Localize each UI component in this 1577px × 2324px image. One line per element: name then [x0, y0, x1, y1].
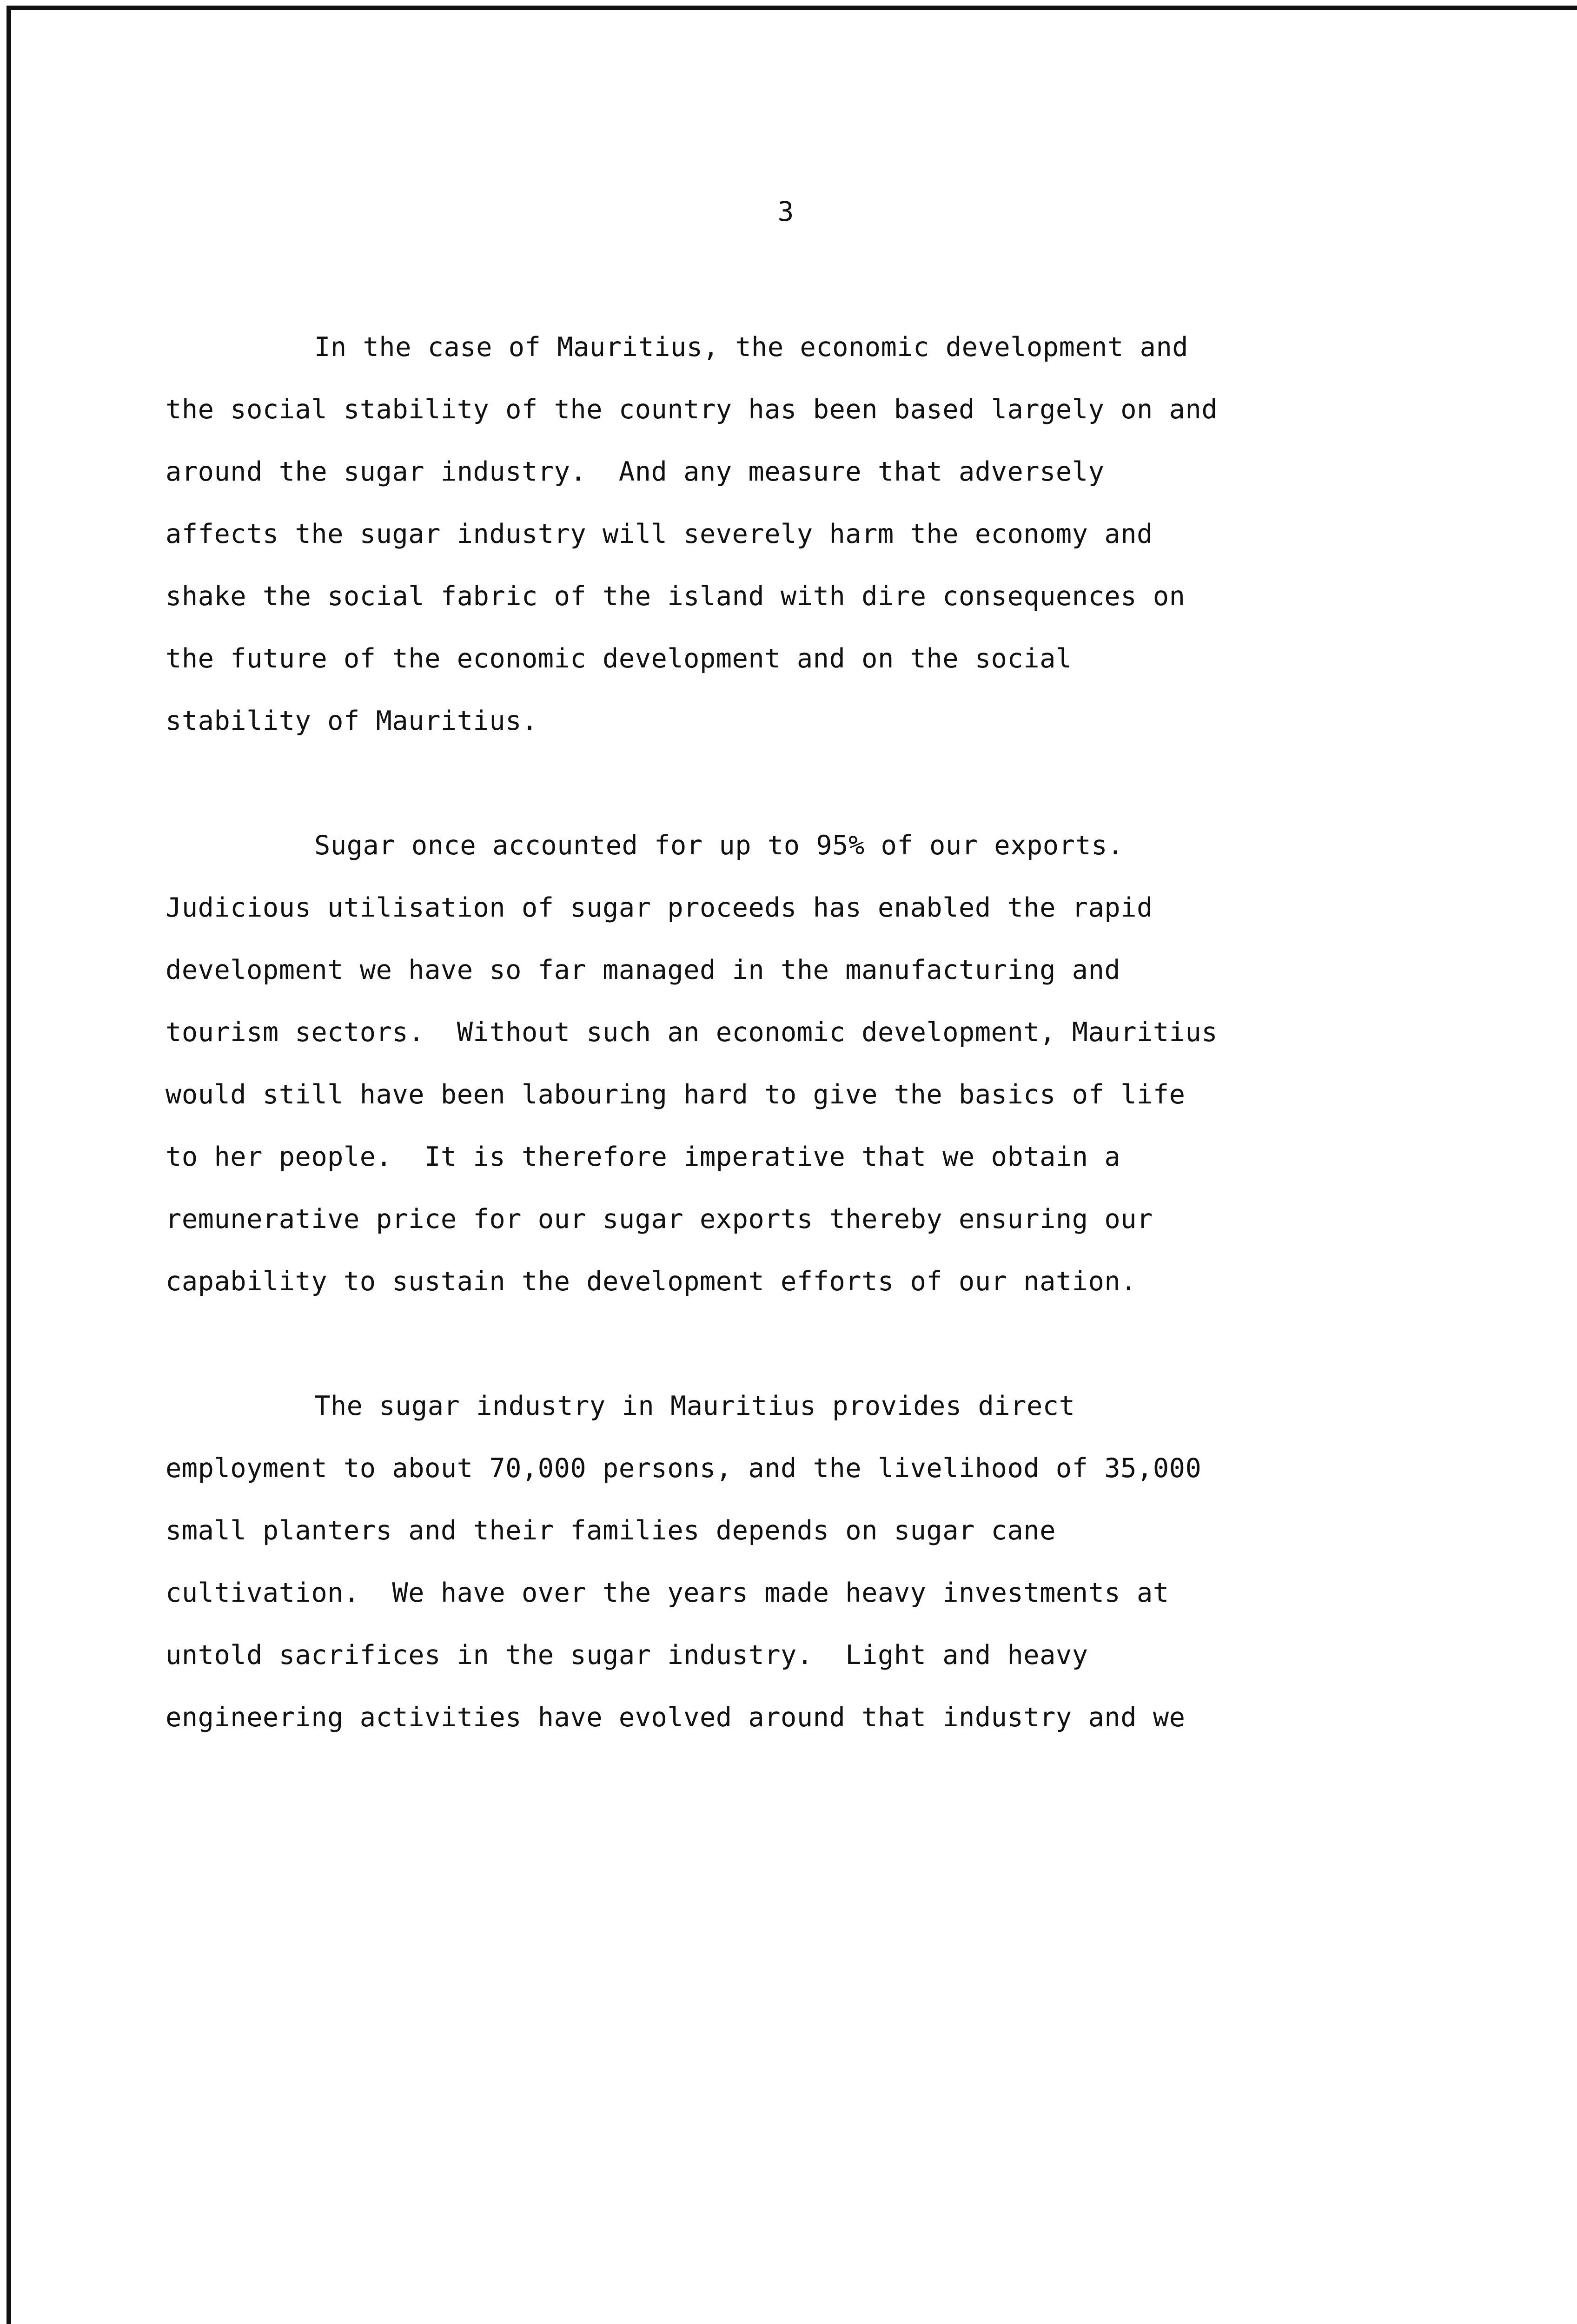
- text-line: the social stability of the country has been based largely on and: [166, 394, 1218, 425]
- text-line: the future of the economic development and on the social: [166, 643, 1072, 674]
- text-line: small planters and their families depends on sugar cane: [166, 1515, 1056, 1546]
- scan-left-border: [7, 6, 11, 2324]
- paragraph-3: [166, 1375, 1411, 1749]
- text-line: to her people. It is therefore imperative that we obtain a: [166, 1142, 1121, 1172]
- text-line: capability to sustain the development efforts of our nation.: [166, 1266, 1137, 1297]
- text-line: around the sugar industry. And any measure that adversely: [166, 456, 1105, 487]
- paragraph-2: [166, 814, 1411, 1313]
- page-number: 3: [777, 196, 794, 227]
- text-line: engineering activities have evolved around that industry and we: [166, 1702, 1186, 1733]
- text-line: Sugar once accounted for up to 95% of our exports.: [314, 830, 1124, 861]
- paragraph-1: [166, 316, 1411, 752]
- text-line: employment to about 70,000 persons, and the livelihood of 35,000: [166, 1453, 1202, 1484]
- text-line: The sugar industry in Mauritius provides direct: [314, 1391, 1075, 1421]
- body-text: [166, 316, 1411, 1811]
- text-line: Judicious utilisation of sugar proceeds has enabled the rapid: [166, 892, 1153, 923]
- text-line: untold sacrifices in the sugar industry. Light and heavy: [166, 1640, 1088, 1670]
- text-line: would still have been labouring hard to give the basics of life: [166, 1079, 1186, 1110]
- text-line: affects the sugar industry will severely harm the economy and: [166, 519, 1153, 549]
- text-line: tourism sectors. Without such an economic development, Mauritius: [166, 1017, 1218, 1048]
- text-line: stability of Mauritius.: [166, 706, 538, 736]
- text-line: development we have so far managed in the manufacturing and: [166, 955, 1121, 985]
- scan-top-border: [7, 6, 1577, 10]
- text-line: In the case of Mauritius, the economic development and: [314, 332, 1189, 363]
- text-line: remunerative price for our sugar exports thereby ensuring our: [166, 1204, 1153, 1235]
- text-line: shake the social fabric of the island with dire consequences on: [166, 581, 1186, 612]
- text-line: cultivation. We have over the years made heavy investments at: [166, 1578, 1169, 1608]
